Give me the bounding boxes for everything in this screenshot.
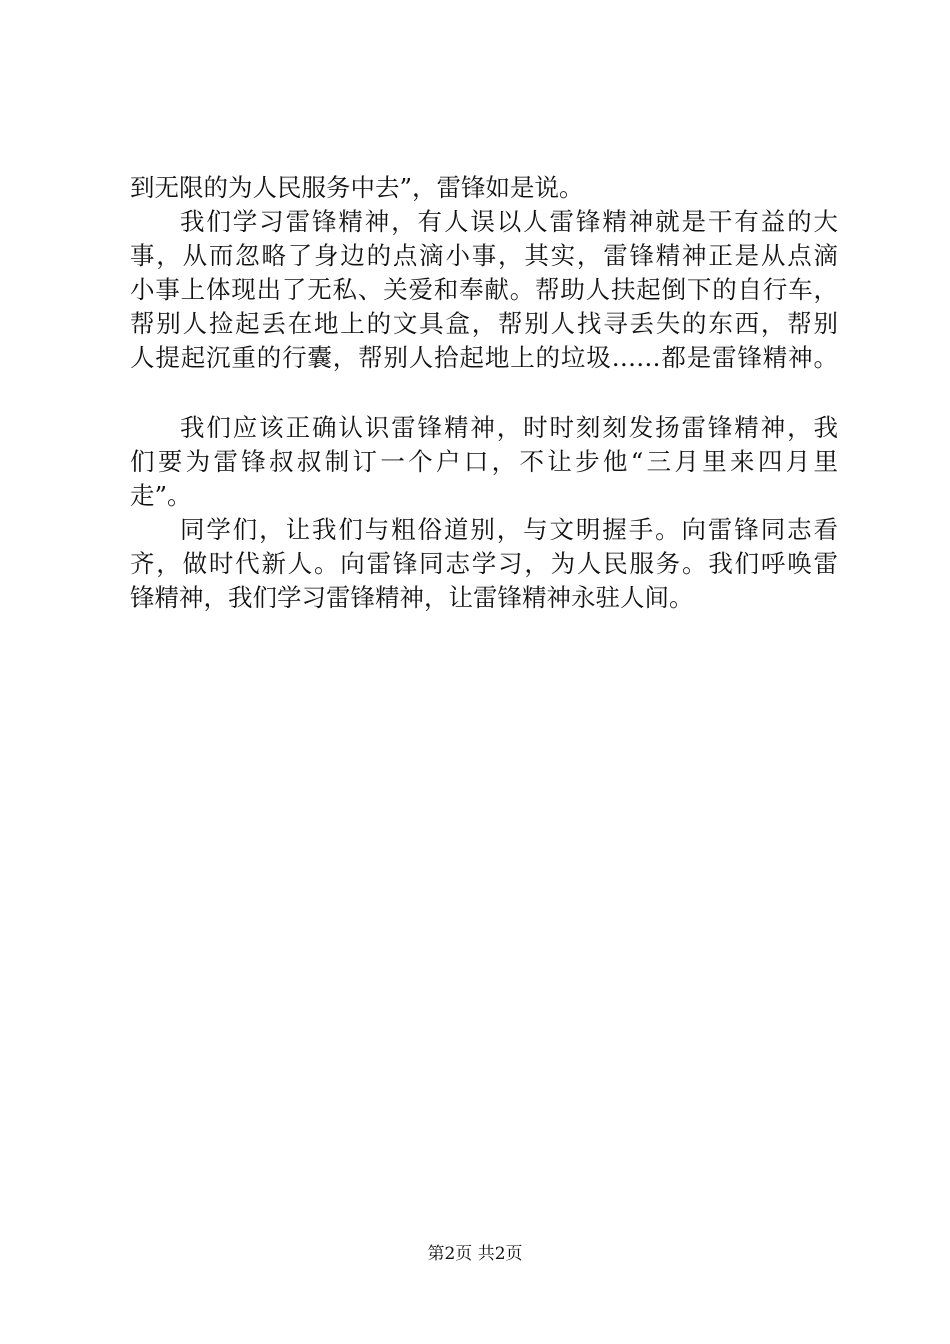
paragraph-gap — [130, 375, 838, 411]
page-footer: 第2页 共2页 — [427, 1244, 523, 1264]
text-line: 齐，做时代新人。向雷锋同志学习，为人民服务。我们呼唤雷 — [130, 549, 838, 578]
text-line: 们要为雷锋叔叔制订一个户口，不让步他“三月里来四月里 — [130, 447, 838, 476]
text-line: 帮别人捡起丢在地上的文具盒，帮别人找寻丢失的东西，帮别 — [130, 309, 838, 338]
text-line: 锋精神，我们学习雷锋精神，让雷锋精神永驻人间。 — [130, 583, 694, 612]
document-body — [130, 171, 838, 615]
text-line: 走”。 — [130, 481, 192, 510]
text-line: 人提起沉重的行囊，帮别人拾起地上的垃圾……都是雷锋精神。 — [130, 343, 838, 372]
text-line: 我们应该正确认识雷锋精神，时时刻刻发扬雷锋精神，我 — [180, 413, 838, 442]
text-line: 同学们，让我们与粗俗道别，与文明握手。向雷锋同志看 — [180, 515, 838, 544]
text-line: 事，从而忽略了身边的点滴小事，其实，雷锋精神正是从点滴 — [130, 241, 838, 270]
text-line: 我们学习雷锋精神，有人误以人雷锋精神就是干有益的大 — [180, 207, 838, 236]
text-line: 小事上体现出了无私、关爱和奉献。帮助人扶起倒下的自行车， — [130, 275, 838, 304]
text-line: 到无限的为人民服务中去”，雷锋如是说。 — [130, 173, 584, 202]
